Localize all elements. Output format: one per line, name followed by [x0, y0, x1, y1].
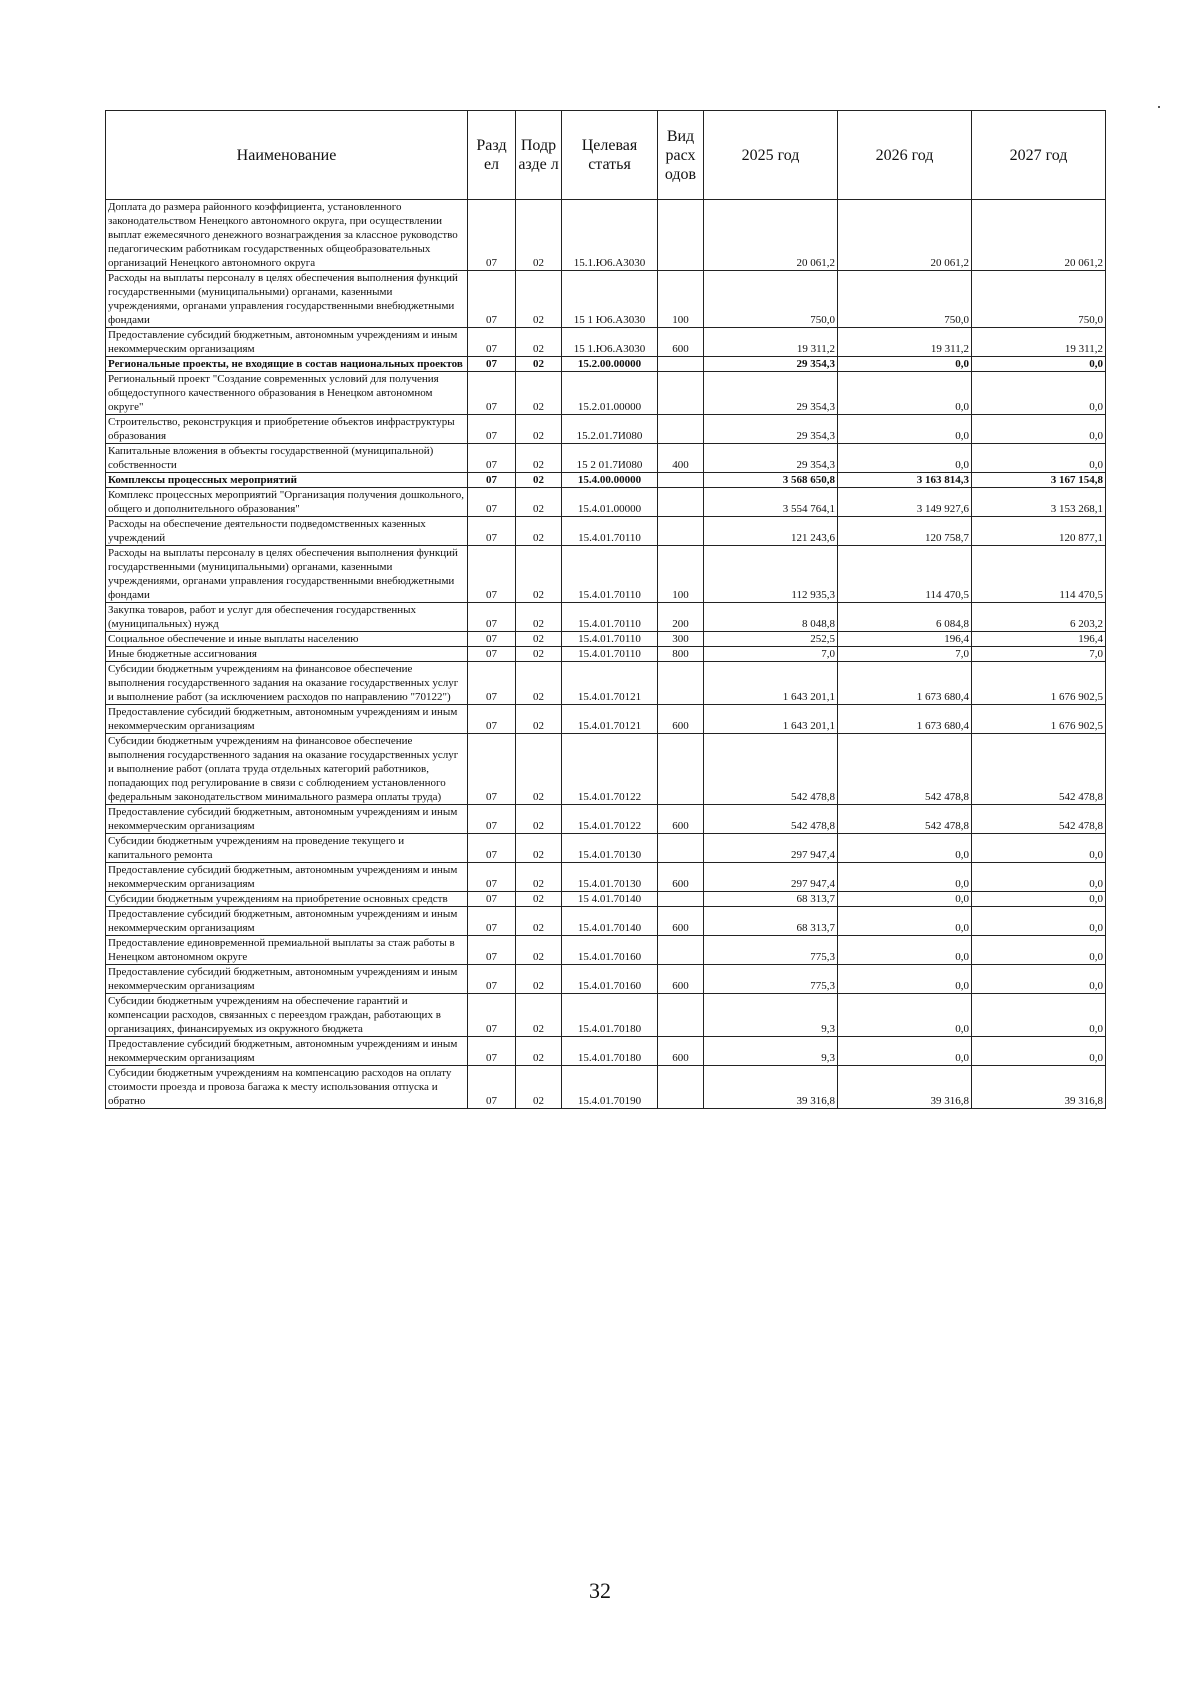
table-row	[106, 200, 1106, 271]
row-podrazdel: 02	[516, 444, 562, 473]
row-podrazdel: 02	[516, 488, 562, 517]
row-podrazdel: 02	[516, 372, 562, 415]
row-razdel: 07	[468, 603, 516, 632]
row-name: Расходы на обеспечение деятельности подведомственных казенных учреждений	[106, 517, 468, 546]
row-value-2025: 252,5	[704, 632, 838, 647]
table-row	[106, 546, 1106, 603]
row-name: Комплекс процессных мероприятий "Организация получения дошкольного, общего и дополнительного образования"	[106, 488, 468, 517]
row-podrazdel: 02	[516, 473, 562, 488]
row-name: Предоставление субсидий бюджетным, автономным учреждениям и иным некоммерческим организациям	[106, 965, 468, 994]
row-razdel: 07	[468, 834, 516, 863]
row-expense-type	[658, 936, 704, 965]
row-target-article: 15.4.01.70180	[562, 994, 658, 1037]
row-target-article: 15.4.01.70130	[562, 863, 658, 892]
row-expense-type: 300	[658, 632, 704, 647]
row-target-article: 15.4.01.70130	[562, 834, 658, 863]
row-value-2027: 0,0	[972, 863, 1106, 892]
row-podrazdel: 02	[516, 734, 562, 805]
row-razdel: 07	[468, 662, 516, 705]
row-podrazdel: 02	[516, 936, 562, 965]
row-value-2025: 9,3	[704, 994, 838, 1037]
row-value-2026: 750,0	[838, 271, 972, 328]
row-razdel: 07	[468, 546, 516, 603]
row-value-2026: 196,4	[838, 632, 972, 647]
header-target-article: Целевая статья	[562, 111, 658, 200]
row-value-2027: 0,0	[972, 1037, 1106, 1066]
row-expense-type	[658, 994, 704, 1037]
row-razdel: 07	[468, 647, 516, 662]
row-name: Субсидии бюджетным учреждениям на финансовое обеспечение выполнения государственного задания на оказание государственных услуг и выполнение работ (оплата труда отдельных категорий работников, попадающих под регулирование в связи с соблюдением установленного федеральным законодательством минимального размера оплаты труда)	[106, 734, 468, 805]
table-row	[106, 357, 1106, 372]
row-name: Социальное обеспечение и иные выплаты населению	[106, 632, 468, 647]
header-name: Наименование	[106, 111, 468, 200]
row-name: Капитальные вложения в объекты государственной (муниципальной) собственности	[106, 444, 468, 473]
row-razdel: 07	[468, 271, 516, 328]
row-value-2026: 1 673 680,4	[838, 662, 972, 705]
row-expense-type	[658, 517, 704, 546]
row-podrazdel: 02	[516, 892, 562, 907]
row-razdel: 07	[468, 994, 516, 1037]
row-name: Предоставление субсидий бюджетным, автономным учреждениям и иным некоммерческим организациям	[106, 1037, 468, 1066]
row-podrazdel: 02	[516, 863, 562, 892]
row-target-article: 15.4.01.70160	[562, 965, 658, 994]
row-name: Субсидии бюджетным учреждениям на приобретение основных средств	[106, 892, 468, 907]
table-row	[106, 1037, 1106, 1066]
row-target-article: 15 4.01.70140	[562, 892, 658, 907]
row-value-2027: 39 316,8	[972, 1066, 1106, 1109]
table-row	[106, 734, 1106, 805]
table-row	[106, 372, 1106, 415]
table-row	[106, 834, 1106, 863]
row-razdel: 07	[468, 892, 516, 907]
row-value-2025: 1 643 201,1	[704, 662, 838, 705]
row-expense-type	[658, 415, 704, 444]
row-name: Доплата до размера районного коэффициента, установленного законодательством Ненецкого автономного округа, при осуществлении выплат ежемесячного денежного вознаграждения за классное руководство педагогическим работникам государственных общеобразовательных организаций Ненецкого автономного округа	[106, 200, 468, 271]
row-value-2026: 114 470,5	[838, 546, 972, 603]
row-value-2026: 3 149 927,6	[838, 488, 972, 517]
row-expense-type: 600	[658, 965, 704, 994]
row-name: Субсидии бюджетным учреждениям на проведение текущего и капитального ремонта	[106, 834, 468, 863]
row-expense-type	[658, 372, 704, 415]
row-name: Субсидии бюджетным учреждениям на финансовое обеспечение выполнения государственного задания на оказание государственных услуг и выполнение работ (за исключением расходов по направлению "70122")	[106, 662, 468, 705]
row-value-2027: 1 676 902,5	[972, 705, 1106, 734]
row-value-2025: 29 354,3	[704, 357, 838, 372]
row-podrazdel: 02	[516, 271, 562, 328]
table-row	[106, 444, 1106, 473]
row-value-2025: 1 643 201,1	[704, 705, 838, 734]
row-name: Иные бюджетные ассигнования	[106, 647, 468, 662]
row-target-article: 15.2.01.7И080	[562, 415, 658, 444]
row-razdel: 07	[468, 907, 516, 936]
row-expense-type	[658, 488, 704, 517]
row-name: Предоставление субсидий бюджетным, автономным учреждениям и иным некоммерческим организациям	[106, 705, 468, 734]
row-name: Предоставление субсидий бюджетным, автономным учреждениям и иным некоммерческим организациям	[106, 863, 468, 892]
row-razdel: 07	[468, 632, 516, 647]
row-podrazdel: 02	[516, 647, 562, 662]
row-razdel: 07	[468, 734, 516, 805]
header-podrazdel: Подр азде л	[516, 111, 562, 200]
row-value-2027: 0,0	[972, 357, 1106, 372]
row-value-2027: 0,0	[972, 965, 1106, 994]
row-target-article: 15.4.01.70140	[562, 907, 658, 936]
row-razdel: 07	[468, 1037, 516, 1066]
row-value-2025: 68 313,7	[704, 907, 838, 936]
header-2025: 2025 год	[704, 111, 838, 200]
table-row	[106, 892, 1106, 907]
row-value-2026: 0,0	[838, 415, 972, 444]
row-razdel: 07	[468, 372, 516, 415]
header-razdel: Разд ел	[468, 111, 516, 200]
row-expense-type: 400	[658, 444, 704, 473]
row-target-article: 15.2.01.00000	[562, 372, 658, 415]
row-value-2025: 112 935,3	[704, 546, 838, 603]
row-value-2025: 20 061,2	[704, 200, 838, 271]
row-podrazdel: 02	[516, 805, 562, 834]
table-row	[106, 632, 1106, 647]
row-expense-type: 100	[658, 271, 704, 328]
row-value-2025: 8 048,8	[704, 603, 838, 632]
row-target-article: 15.4.01.70110	[562, 632, 658, 647]
header-2026: 2026 год	[838, 111, 972, 200]
table-row	[106, 1066, 1106, 1109]
row-value-2025: 542 478,8	[704, 734, 838, 805]
table-row	[106, 965, 1106, 994]
row-razdel: 07	[468, 1066, 516, 1109]
table-row	[106, 488, 1106, 517]
budget-table	[105, 110, 1106, 1109]
row-name: Расходы на выплаты персоналу в целях обеспечения выполнения функций государственными (муниципальными) органами, казенными учреждениями, органами управления государственными внебюджетными фондами	[106, 546, 468, 603]
row-target-article: 15.1.Ю6.А3030	[562, 200, 658, 271]
row-podrazdel: 02	[516, 517, 562, 546]
row-value-2026: 1 673 680,4	[838, 705, 972, 734]
table-row	[106, 863, 1106, 892]
row-razdel: 07	[468, 200, 516, 271]
table-row	[106, 907, 1106, 936]
row-target-article: 15 1 Ю6.А3030	[562, 271, 658, 328]
row-value-2026: 6 084,8	[838, 603, 972, 632]
row-value-2027: 0,0	[972, 444, 1106, 473]
row-value-2026: 0,0	[838, 444, 972, 473]
header-expense-type: Вид расх одов	[658, 111, 704, 200]
row-value-2027: 6 203,2	[972, 603, 1106, 632]
row-value-2027: 114 470,5	[972, 546, 1106, 603]
row-podrazdel: 02	[516, 994, 562, 1037]
row-podrazdel: 02	[516, 415, 562, 444]
row-value-2026: 39 316,8	[838, 1066, 972, 1109]
row-target-article: 15.4.01.70122	[562, 734, 658, 805]
table-row	[106, 994, 1106, 1037]
row-expense-type	[658, 200, 704, 271]
table-body	[106, 200, 1106, 1109]
table-row	[106, 415, 1106, 444]
row-name: Региональный проект "Создание современных условий для получения общедоступного качественного образования в Ненецком автономном округе"	[106, 372, 468, 415]
header-row	[106, 111, 1106, 200]
row-razdel: 07	[468, 863, 516, 892]
row-value-2027: 0,0	[972, 907, 1106, 936]
row-value-2026: 542 478,8	[838, 734, 972, 805]
row-expense-type: 600	[658, 805, 704, 834]
row-value-2025: 29 354,3	[704, 415, 838, 444]
row-podrazdel: 02	[516, 965, 562, 994]
row-expense-type: 600	[658, 705, 704, 734]
row-expense-type	[658, 473, 704, 488]
row-value-2025: 542 478,8	[704, 805, 838, 834]
row-value-2027: 0,0	[972, 936, 1106, 965]
row-podrazdel: 02	[516, 834, 562, 863]
table-row	[106, 603, 1106, 632]
row-name: Региональные проекты, не входящие в состав национальных проектов	[106, 357, 468, 372]
table-row	[106, 473, 1106, 488]
row-value-2027: 120 877,1	[972, 517, 1106, 546]
row-value-2026: 0,0	[838, 892, 972, 907]
row-value-2025: 39 316,8	[704, 1066, 838, 1109]
row-value-2025: 775,3	[704, 965, 838, 994]
row-value-2027: 20 061,2	[972, 200, 1106, 271]
row-target-article: 15.4.01.70110	[562, 546, 658, 603]
row-expense-type	[658, 1066, 704, 1109]
row-podrazdel: 02	[516, 546, 562, 603]
row-value-2027: 0,0	[972, 415, 1106, 444]
header-2027: 2027 год	[972, 111, 1106, 200]
row-value-2026: 0,0	[838, 372, 972, 415]
row-value-2025: 29 354,3	[704, 444, 838, 473]
row-expense-type: 600	[658, 1037, 704, 1066]
row-name: Субсидии бюджетным учреждениям на обеспечение гарантий и компенсации расходов, связанных с переездом граждан, работающих в организациях, финансируемых из окружного бюджета	[106, 994, 468, 1037]
row-target-article: 15.4.01.70110	[562, 517, 658, 546]
row-expense-type	[658, 734, 704, 805]
row-value-2026: 0,0	[838, 994, 972, 1037]
row-value-2026: 7,0	[838, 647, 972, 662]
row-expense-type	[658, 662, 704, 705]
row-razdel: 07	[468, 444, 516, 473]
row-razdel: 07	[468, 328, 516, 357]
row-value-2025: 750,0	[704, 271, 838, 328]
row-value-2027: 750,0	[972, 271, 1106, 328]
row-value-2025: 9,3	[704, 1037, 838, 1066]
row-podrazdel: 02	[516, 705, 562, 734]
row-podrazdel: 02	[516, 1037, 562, 1066]
row-target-article: 15.4.01.70121	[562, 705, 658, 734]
row-name: Предоставление единовременной премиальной выплаты за стаж работы в Ненецком автономном округе	[106, 936, 468, 965]
row-razdel: 07	[468, 357, 516, 372]
row-razdel: 07	[468, 415, 516, 444]
table-row	[106, 805, 1106, 834]
page-number: 32	[589, 1578, 611, 1603]
row-value-2026: 20 061,2	[838, 200, 972, 271]
row-value-2027: 0,0	[972, 834, 1106, 863]
row-podrazdel: 02	[516, 907, 562, 936]
row-target-article: 15 1.Ю6.А3030	[562, 328, 658, 357]
row-value-2027: 542 478,8	[972, 734, 1106, 805]
row-name: Строительство, реконструкция и приобретение объектов инфраструктуры образования	[106, 415, 468, 444]
row-target-article: 15.4.01.70180	[562, 1037, 658, 1066]
row-expense-type: 600	[658, 907, 704, 936]
scan-dot	[1158, 106, 1160, 108]
row-value-2027: 1 676 902,5	[972, 662, 1106, 705]
row-target-article: 15.4.01.70121	[562, 662, 658, 705]
row-value-2025: 68 313,7	[704, 892, 838, 907]
row-razdel: 07	[468, 705, 516, 734]
row-value-2026: 0,0	[838, 965, 972, 994]
table-row	[106, 328, 1106, 357]
row-value-2027: 0,0	[972, 892, 1106, 907]
row-razdel: 07	[468, 936, 516, 965]
row-value-2027: 3 167 154,8	[972, 473, 1106, 488]
row-target-article: 15.2.00.00000	[562, 357, 658, 372]
row-expense-type	[658, 357, 704, 372]
row-expense-type: 600	[658, 328, 704, 357]
row-expense-type	[658, 834, 704, 863]
row-value-2026: 120 758,7	[838, 517, 972, 546]
row-razdel: 07	[468, 473, 516, 488]
row-razdel: 07	[468, 517, 516, 546]
row-value-2025: 121 243,6	[704, 517, 838, 546]
row-expense-type: 600	[658, 863, 704, 892]
row-value-2027: 3 153 268,1	[972, 488, 1106, 517]
budget-table-container	[105, 110, 1105, 1109]
row-value-2025: 775,3	[704, 936, 838, 965]
row-target-article: 15.4.01.00000	[562, 488, 658, 517]
table-row	[106, 271, 1106, 328]
row-name: Расходы на выплаты персоналу в целях обеспечения выполнения функций государственными (муниципальными) органами, казенными учреждениями, органами управления государственными внебюджетными фондами	[106, 271, 468, 328]
row-name: Субсидии бюджетным учреждениям на компенсацию расходов на оплату стоимости проезда и провоза багажа к месту использования отпуска и обратно	[106, 1066, 468, 1109]
row-value-2026: 0,0	[838, 863, 972, 892]
row-value-2025: 3 568 650,8	[704, 473, 838, 488]
row-value-2027: 0,0	[972, 994, 1106, 1037]
row-value-2026: 0,0	[838, 936, 972, 965]
row-expense-type: 800	[658, 647, 704, 662]
row-target-article: 15.4.01.70122	[562, 805, 658, 834]
row-target-article: 15 2 01.7И080	[562, 444, 658, 473]
row-podrazdel: 02	[516, 632, 562, 647]
row-target-article: 15.4.01.70160	[562, 936, 658, 965]
row-target-article: 15.4.01.70110	[562, 647, 658, 662]
row-target-article: 15.4.01.70110	[562, 603, 658, 632]
row-expense-type: 100	[658, 546, 704, 603]
row-expense-type: 200	[658, 603, 704, 632]
row-value-2026: 19 311,2	[838, 328, 972, 357]
row-value-2027: 0,0	[972, 372, 1106, 415]
row-value-2026: 0,0	[838, 834, 972, 863]
row-value-2026: 0,0	[838, 1037, 972, 1066]
row-value-2027: 7,0	[972, 647, 1106, 662]
row-podrazdel: 02	[516, 662, 562, 705]
row-podrazdel: 02	[516, 357, 562, 372]
row-target-article: 15.4.01.70190	[562, 1066, 658, 1109]
row-value-2025: 297 947,4	[704, 834, 838, 863]
row-value-2026: 542 478,8	[838, 805, 972, 834]
row-target-article: 15.4.00.00000	[562, 473, 658, 488]
table-row	[106, 705, 1106, 734]
row-razdel: 07	[468, 488, 516, 517]
table-row	[106, 647, 1106, 662]
table-row	[106, 936, 1106, 965]
row-value-2027: 19 311,2	[972, 328, 1106, 357]
row-value-2026: 3 163 814,3	[838, 473, 972, 488]
row-value-2026: 0,0	[838, 907, 972, 936]
row-value-2026: 0,0	[838, 357, 972, 372]
row-value-2025: 7,0	[704, 647, 838, 662]
row-podrazdel: 02	[516, 1066, 562, 1109]
row-value-2025: 19 311,2	[704, 328, 838, 357]
table-row	[106, 517, 1106, 546]
row-name: Закупка товаров, работ и услуг для обеспечения государственных (муниципальных) нужд	[106, 603, 468, 632]
row-name: Предоставление субсидий бюджетным, автономным учреждениям и иным некоммерческим организациям	[106, 328, 468, 357]
row-razdel: 07	[468, 965, 516, 994]
row-value-2025: 3 554 764,1	[704, 488, 838, 517]
row-podrazdel: 02	[516, 200, 562, 271]
row-value-2025: 297 947,4	[704, 863, 838, 892]
table-row	[106, 662, 1106, 705]
row-name: Предоставление субсидий бюджетным, автономным учреждениям и иным некоммерческим организациям	[106, 805, 468, 834]
row-podrazdel: 02	[516, 328, 562, 357]
row-value-2027: 196,4	[972, 632, 1106, 647]
row-expense-type	[658, 892, 704, 907]
row-razdel: 07	[468, 805, 516, 834]
row-value-2027: 542 478,8	[972, 805, 1106, 834]
row-name: Предоставление субсидий бюджетным, автономным учреждениям и иным некоммерческим организациям	[106, 907, 468, 936]
row-name: Комплексы процессных мероприятий	[106, 473, 468, 488]
row-podrazdel: 02	[516, 603, 562, 632]
row-value-2025: 29 354,3	[704, 372, 838, 415]
